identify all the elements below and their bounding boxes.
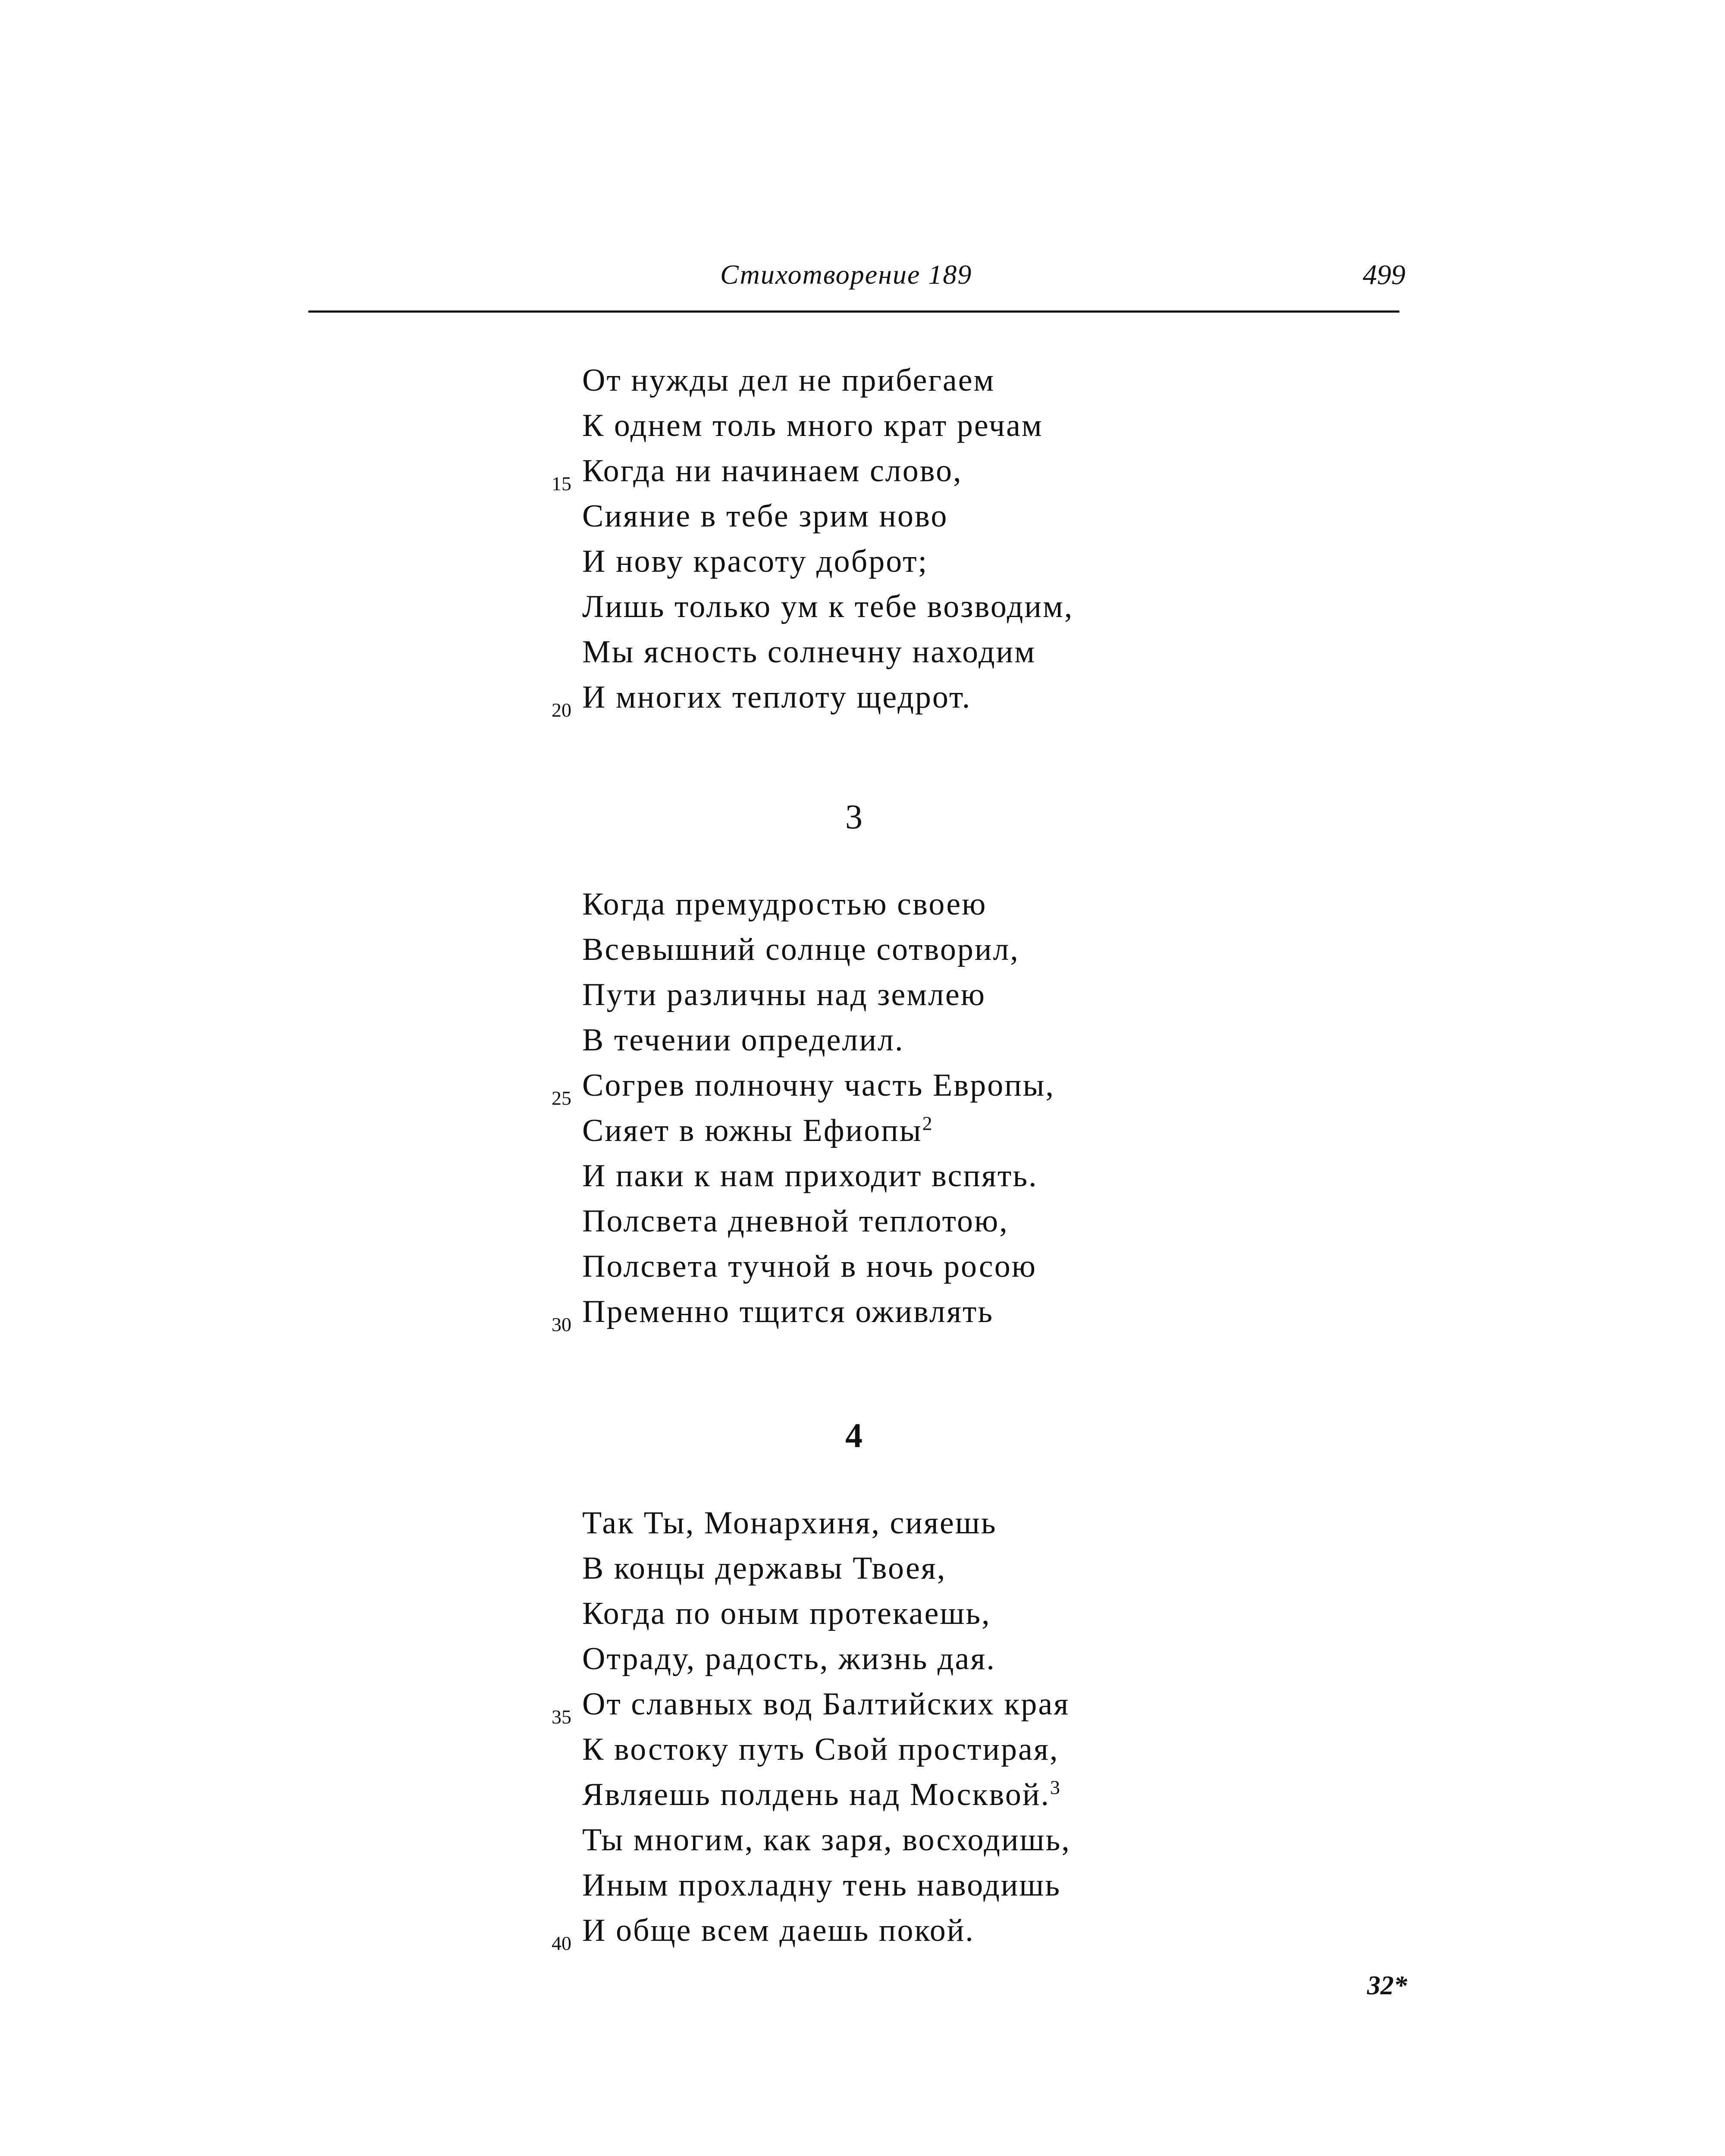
line-number: 20: [552, 699, 571, 721]
line-number: 15: [552, 473, 571, 495]
footnote-reference: 2: [922, 1112, 934, 1134]
header-rule: [308, 310, 1399, 313]
line-number: 35: [552, 1706, 571, 1728]
stanza-number: 3: [845, 798, 862, 836]
verse-line: Отраду, радость, жизнь дая.: [582, 1641, 996, 1677]
verse-line: И многих теплоту щедрот.: [582, 680, 972, 715]
verse-line: Полсвета тучной в ночь росою: [582, 1249, 1037, 1284]
verse-line-text: Сияет в южны Ефиопы: [582, 1113, 922, 1148]
verse-line: Пути различны над землею: [582, 977, 986, 1012]
verse-line-text: Являешь полдень над Москвой.: [582, 1777, 1050, 1812]
verse-line: К востоку путь Свой простирая,: [582, 1732, 1059, 1767]
verse-line: Мы ясность солнечну находим: [582, 634, 1036, 670]
line-number: 25: [552, 1087, 571, 1109]
stanza-number: 4: [845, 1417, 862, 1455]
line-number: 30: [552, 1313, 571, 1335]
page-number: 499: [1363, 259, 1405, 291]
verse-line: В течении определил.: [582, 1022, 904, 1058]
line-number: 40: [552, 1932, 571, 1954]
verse-line: И паки к нам приходит вспять.: [582, 1158, 1038, 1194]
verse-line: [582, 1112, 934, 1149]
signature-mark: 32*: [1367, 1971, 1407, 2000]
verse-line: Всевышний солнце сотворил,: [582, 932, 1019, 967]
verse-line: Когда премудростью своею: [582, 887, 987, 922]
verse-line: Согрев полночну часть Европы,: [582, 1068, 1055, 1103]
verse-line: [582, 1777, 1061, 1813]
verse-line: От нужды дел не прибегаем: [582, 363, 995, 398]
verse-line: И нову красоту доброт;: [582, 544, 928, 579]
verse-line: И обще всем даешь покой.: [582, 1913, 975, 1948]
verse-line: Когда ни начинаем слово,: [582, 453, 963, 489]
verse-line: Сияние в тебе зрим ново: [582, 498, 948, 534]
verse-line: Так Ты, Монархиня, сияешь: [582, 1505, 997, 1541]
verse-line: От славных вод Балтийских края: [582, 1686, 1070, 1722]
verse-line: Полсвета дневной теплотою,: [582, 1203, 1009, 1239]
footnote-reference: 3: [1050, 1776, 1061, 1799]
running-head-title: Стихотворение 189: [720, 259, 972, 290]
verse-line: Иным прохладну тень наводишь: [582, 1868, 1061, 1903]
verse-line: В концы державы Твоея,: [582, 1551, 947, 1586]
verse-line: Ты многим, как заря, восходишь,: [582, 1822, 1071, 1858]
verse-line: Лишь только ум к тебе возводим,: [582, 589, 1074, 624]
verse-line: Когда по оным протекаешь,: [582, 1596, 991, 1631]
verse-line: Пременно тщится оживлять: [582, 1294, 994, 1329]
verse-line: К однем толь много крат речам: [582, 408, 1043, 443]
